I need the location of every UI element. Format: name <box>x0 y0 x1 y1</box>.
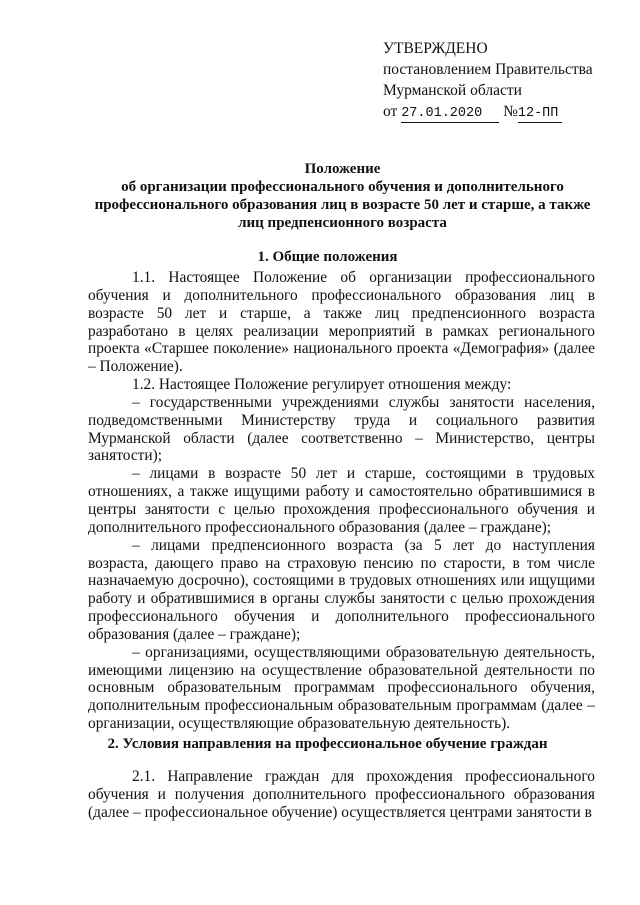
paragraph-2-1: 2.1. Направление граждан для прохождения профессионального обучения и получения дополнительного профессионального образования (далее – профессиональное обучение) осуществляется центрами занятости в <box>88 768 595 821</box>
title-line-3: профессионального образования лиц в возрасте 50 лет и старше, а также <box>94 197 591 213</box>
list-item-pre-retirement: – лицами предпенсионного возраста (за 5 лет до наступления возраста, дающего право на страховую пенсию по старости, в том числе назначаемую досрочно), состоящими в трудовых отношениях или ищущими работу и обратившимися в органы службы занятости с целью прохождения профессионального обучения и дополнительного профессионального образования (далее – граждане); <box>88 536 595 643</box>
approval-heading: УТВЕРЖДЕНО <box>383 40 488 57</box>
section-1-body <box>88 269 595 733</box>
section-2-heading: 2. Условия направления на профессиональное обучение граждан <box>107 736 548 752</box>
date-prefix: от <box>383 103 398 120</box>
list-item-agencies: – государственными учреждениями службы занятости населения, подведомственными Министерству труда и социального развития Мурманской области (далее соответственно – Министерство, центры занятости); <box>88 393 595 465</box>
title-line-2: об организации профессионального обучения и дополнительного <box>121 179 564 195</box>
paragraph-1-2: 1.2. Настоящее Положение регулирует отношения между: <box>132 376 512 394</box>
number-prefix: № <box>503 103 518 120</box>
document-title <box>60 160 625 232</box>
approval-number: 12-ПП <box>518 106 562 123</box>
approval-date-line <box>383 101 623 123</box>
approval-stamp <box>383 38 623 123</box>
list-item-age-50: – лицами в возрасте 50 лет и старше, состоящими в трудовых отношениях, а также ищущими работу и самостоятельно обратившимися в центры занятости с целью прохождения профессионального обучения и дополнительного профессионального образования (далее – граждане); <box>88 465 595 536</box>
section-2-body <box>88 768 595 822</box>
title-line-1: Положение <box>304 161 381 177</box>
title-line-4: лиц предпенсионного возраста <box>238 215 447 231</box>
paragraph-1-1: 1.1. Настоящее Положение об организации профессионального обучения и дополнительного профессионального образования лиц в возрасте 50 лет и старше, а также лиц предпенсионного возраста разработано в целях реализации мероприятий в рамках регионального проекта «Старшее поколение» национального проекта «Демография» (далее – Положение). <box>88 269 595 376</box>
approval-date: 27.01.2020 <box>401 106 499 123</box>
approval-line-region: Мурманской области <box>383 82 522 99</box>
list-item-organizations: – организациями, осуществляющими образовательную деятельность, имеющими лицензию на осуществление образовательной деятельности по основным образовательным программам профессионального обучения, дополнительным профессиональным образовательным программам (далее – организации, осуществляющие образовательную деятельность). <box>88 643 595 733</box>
approval-line-resolution: постановлением Правительства <box>383 61 593 78</box>
section-1-heading: 1. Общие положения <box>257 249 398 265</box>
